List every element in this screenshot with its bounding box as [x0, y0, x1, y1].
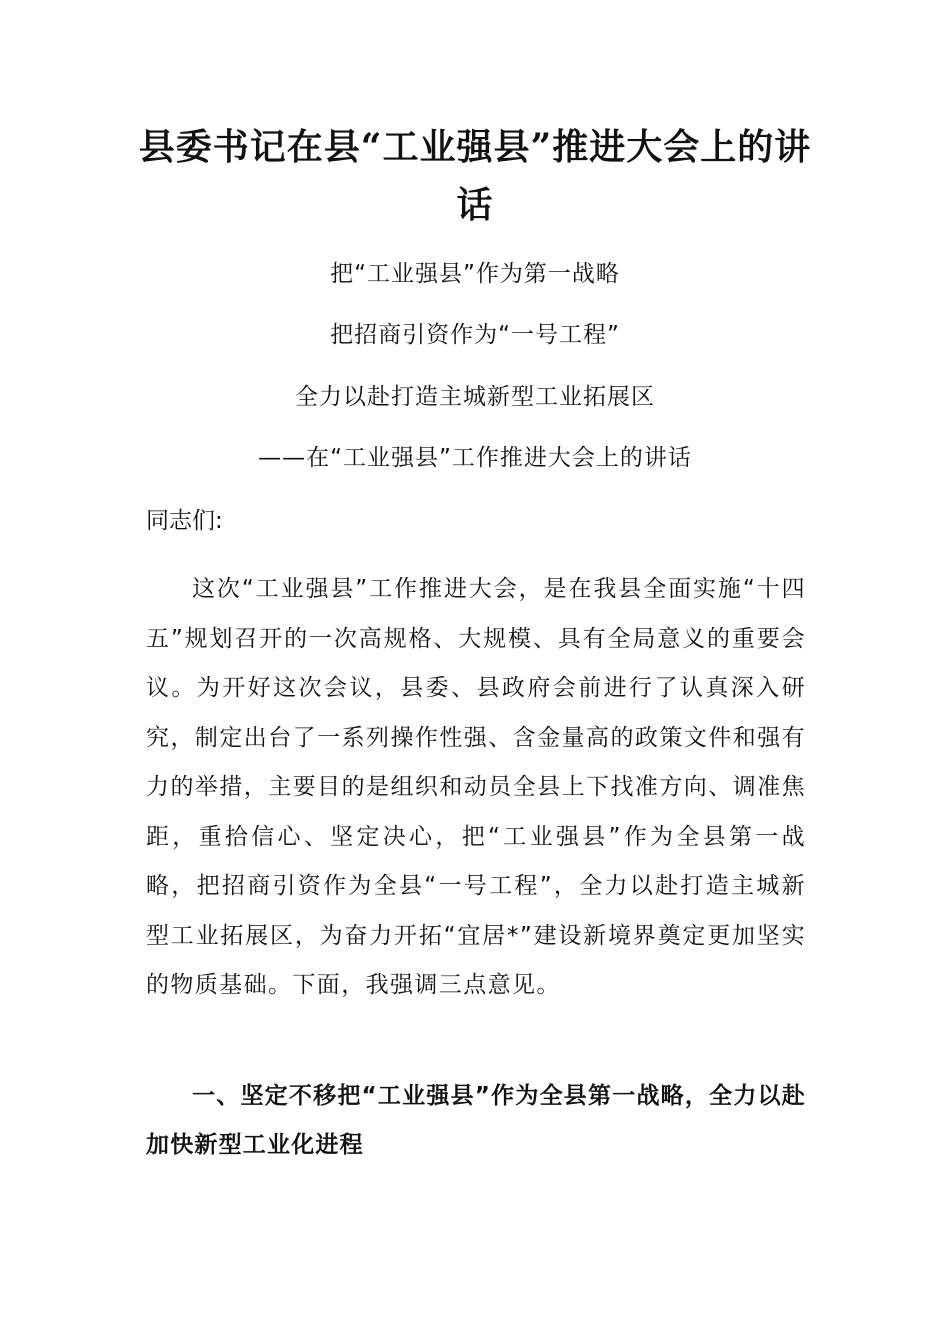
body-paragraph: 这次“工业强县”工作推进大会，是在我县全面实施“十四五”规划召开的一次高规格、大规模、具有全局意义的重要会议。为开好这次会议，县委、县政府会前进行了认真深入研究，制定出台了一系列操作性强、含金量高的政策文件和强有力的举措，主要目的是组织和动员全县上下找准方向、调准焦距，重拾信心、坚定决心，把“工业强县”作为全县第一战略，把招商引资作为全县“一号工程”，全力以赴打造主城新型工业拓展区，为奋力开拓“宜居*”建设新境界奠定更加坚实的物质基础。下面，我强调三点意见。	[146, 576, 806, 998]
subtitle-line-4: ——在“工业强县”工作推进大会上的讲话	[258, 445, 692, 471]
subtitle-line-3: 全力以赴打造主城新型工业拓展区	[295, 384, 655, 410]
subtitle-line-1: 把“工业强县”作为第一战略	[330, 261, 620, 287]
section-heading: 一、坚定不移把“工业强县”作为全县第一战略，全力以赴加快新型工业化进程	[146, 1083, 806, 1158]
document-title: 县委书记在县“工业强县”推进大会上的讲话	[138, 126, 812, 226]
subtitle-line-2: 把招商引资作为“一号工程”	[330, 322, 620, 348]
greeting: 同志们:	[146, 508, 223, 534]
